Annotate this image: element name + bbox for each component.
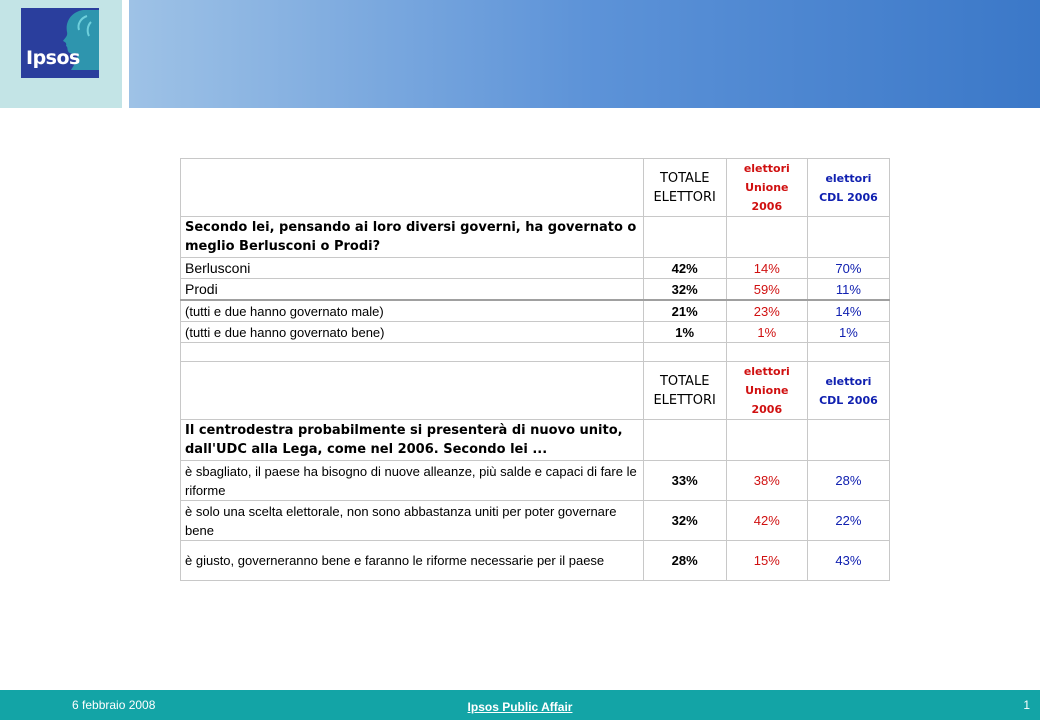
column-header-total: TOTALE ELETTORI bbox=[643, 362, 726, 420]
value-cdl: 70% bbox=[807, 258, 889, 279]
table-header-row bbox=[181, 362, 890, 420]
value-total: 28% bbox=[643, 541, 726, 581]
value-cdl: 22% bbox=[807, 501, 889, 541]
footer-company-link[interactable]: Ipsos Public Affair bbox=[467, 700, 573, 714]
row-label: Berlusconi bbox=[181, 258, 644, 279]
value-total: 21% bbox=[643, 300, 726, 322]
value-unione: 14% bbox=[726, 258, 807, 279]
row-label: è solo una scelta elettorale, non sono abbastanza uniti per poter governare bene bbox=[181, 501, 644, 541]
value-unione: 23% bbox=[726, 300, 807, 322]
header-band bbox=[129, 0, 1040, 108]
page-number: 1 bbox=[1023, 698, 1030, 712]
footer-bar bbox=[0, 690, 1040, 720]
table-header-row bbox=[181, 159, 890, 217]
value-unione: 1% bbox=[726, 322, 807, 343]
value-total: 32% bbox=[643, 279, 726, 301]
column-header-total: TOTALE ELETTORI bbox=[643, 159, 726, 217]
empty-header-cell bbox=[181, 362, 644, 420]
row-label: Prodi bbox=[181, 279, 644, 301]
question-row bbox=[181, 217, 890, 258]
value-cdl: 1% bbox=[807, 322, 889, 343]
value-cdl: 28% bbox=[807, 461, 889, 501]
column-header-cdl: elettori CDL 2006 bbox=[807, 159, 889, 217]
value-total: 33% bbox=[643, 461, 726, 501]
table-row bbox=[181, 279, 890, 301]
survey-table bbox=[180, 158, 890, 581]
value-total: 1% bbox=[643, 322, 726, 343]
column-header-unione: elettori Unione 2006 bbox=[726, 159, 807, 217]
row-label: (tutti e due hanno governato bene) bbox=[181, 322, 644, 343]
logo-text: Ipsos bbox=[26, 47, 80, 69]
question-row bbox=[181, 420, 890, 461]
row-label: è giusto, governeranno bene e faranno le riforme necessarie per il paese bbox=[181, 541, 644, 581]
row-label: (tutti e due hanno governato male) bbox=[181, 300, 644, 322]
logo-panel bbox=[0, 0, 122, 108]
table-row bbox=[181, 461, 890, 501]
table-row bbox=[181, 501, 890, 541]
question-text: Secondo lei, pensando ai loro diversi governi, ha governato o meglio Berlusconi o Prodi? bbox=[181, 217, 644, 258]
value-total: 32% bbox=[643, 501, 726, 541]
value-unione: 59% bbox=[726, 279, 807, 301]
value-unione: 42% bbox=[726, 501, 807, 541]
value-cdl: 11% bbox=[807, 279, 889, 301]
column-header-unione: elettori Unione 2006 bbox=[726, 362, 807, 420]
value-unione: 38% bbox=[726, 461, 807, 501]
value-cdl: 43% bbox=[807, 541, 889, 581]
empty-header-cell bbox=[181, 159, 644, 217]
table-row bbox=[181, 322, 890, 343]
table-row bbox=[181, 541, 890, 581]
value-cdl: 14% bbox=[807, 300, 889, 322]
value-unione: 15% bbox=[726, 541, 807, 581]
footer-date: 6 febbraio 2008 bbox=[72, 698, 156, 712]
table-row bbox=[181, 258, 890, 279]
row-label: è sbagliato, il paese ha bisogno di nuove alleanze, più salde e capaci di fare le riforme bbox=[181, 461, 644, 501]
spacer-row bbox=[181, 343, 890, 362]
column-header-cdl: elettori CDL 2006 bbox=[807, 362, 889, 420]
value-total: 42% bbox=[643, 258, 726, 279]
table-row bbox=[181, 300, 890, 322]
question-text: Il centrodestra probabilmente si presenterà di nuovo unito, dall'UDC alla Lega, come nel 2006. Secondo lei ... bbox=[181, 420, 644, 461]
ipsos-logo bbox=[21, 8, 99, 78]
